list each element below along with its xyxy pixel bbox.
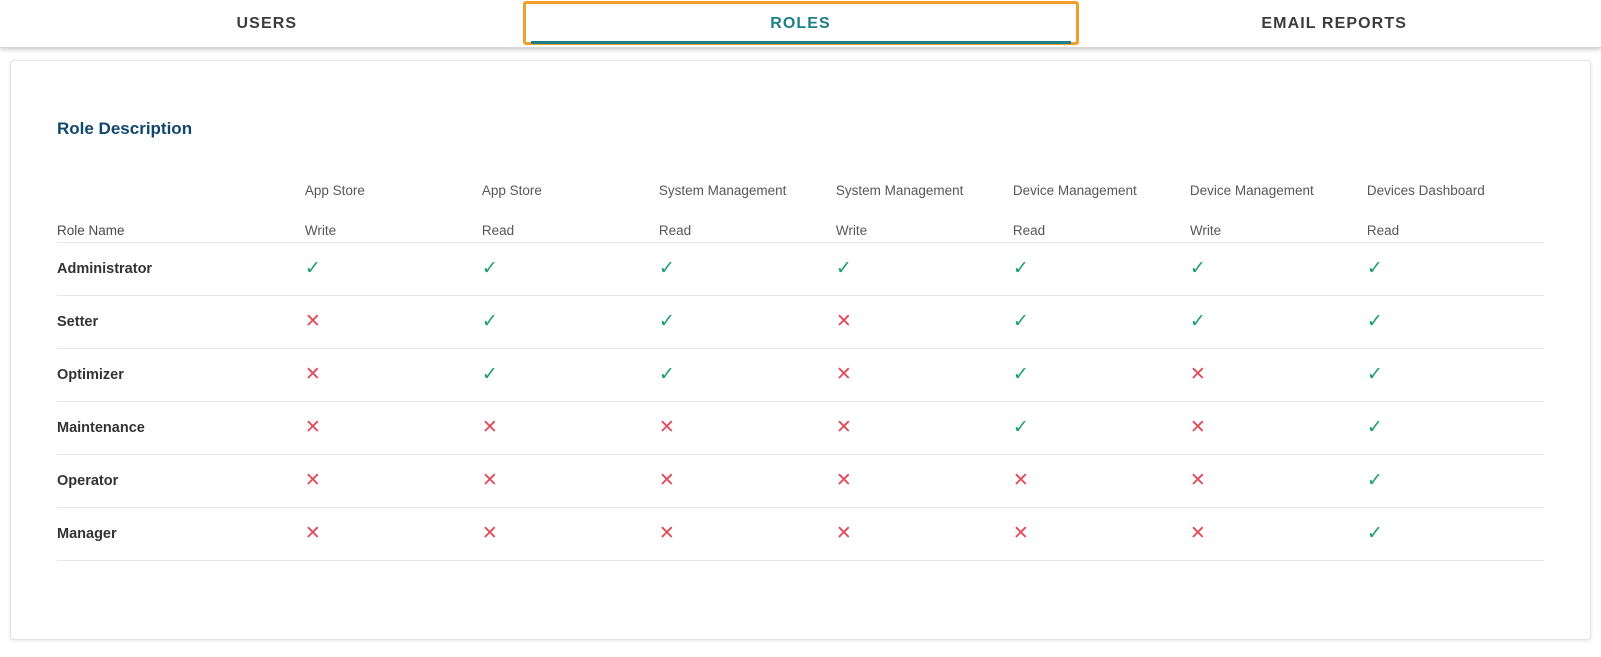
permission-cell — [482, 295, 659, 348]
check-icon: ✓ — [1366, 258, 1383, 280]
roles-table-body — [57, 242, 1544, 560]
cross-icon: ✕ — [835, 364, 852, 386]
role-description-card — [10, 60, 1591, 640]
permission-cell — [1013, 401, 1190, 454]
check-icon: ✓ — [1012, 417, 1029, 439]
column-header-access-3: Write — [835, 222, 868, 238]
permission-cell — [305, 454, 482, 507]
check-icon: ✓ — [481, 311, 498, 333]
permission-cell — [836, 454, 1013, 507]
permission-cell — [1367, 401, 1544, 454]
roles-table — [57, 181, 1544, 561]
cross-icon: ✕ — [658, 470, 675, 492]
cross-icon: ✕ — [1189, 470, 1206, 492]
cross-icon: ✕ — [304, 470, 321, 492]
column-header-access-0: Write — [304, 222, 337, 238]
role-name-cell: Operator — [57, 472, 119, 489]
table-row — [57, 295, 1544, 348]
permission-cell — [1367, 295, 1544, 348]
column-header-access-2: Read — [658, 222, 692, 238]
table-row — [57, 401, 1544, 454]
check-icon: ✓ — [481, 364, 498, 386]
check-icon: ✓ — [1189, 311, 1206, 333]
permission-cell — [305, 295, 482, 348]
permission-cell — [482, 401, 659, 454]
cross-icon: ✕ — [835, 523, 852, 545]
permission-cell — [836, 507, 1013, 560]
column-header-permission-2 — [659, 181, 836, 242]
permission-cell — [305, 401, 482, 454]
cross-icon: ✕ — [658, 523, 675, 545]
cross-icon: ✕ — [304, 523, 321, 545]
cross-icon: ✕ — [835, 417, 852, 439]
cross-icon: ✕ — [835, 470, 852, 492]
permission-cell — [482, 348, 659, 401]
cross-icon: ✕ — [304, 364, 321, 386]
column-header-access-6: Read — [1366, 222, 1400, 238]
permission-cell — [1013, 454, 1190, 507]
cross-icon: ✕ — [1189, 523, 1206, 545]
check-icon: ✓ — [1012, 311, 1029, 333]
cross-icon: ✕ — [1012, 523, 1029, 545]
column-header-group-5: Device Management — [1189, 183, 1314, 198]
tab-users-label: USERS — [236, 14, 298, 32]
role-name-cell: Manager — [57, 525, 117, 542]
cross-icon: ✕ — [1189, 417, 1206, 439]
permission-cell — [482, 454, 659, 507]
permission-cell — [659, 507, 836, 560]
cross-icon: ✕ — [835, 311, 852, 333]
column-header-group-3: System Management — [835, 183, 964, 198]
check-icon: ✓ — [1012, 364, 1029, 386]
permission-cell — [1367, 348, 1544, 401]
page-title: Role Description — [57, 119, 193, 138]
permission-cell — [305, 348, 482, 401]
column-header-role-name: Role Name — [57, 222, 125, 238]
permission-cell — [482, 242, 659, 295]
column-header-group-6: Devices Dashboard — [1366, 183, 1485, 198]
permission-cell — [305, 242, 482, 295]
permission-cell — [659, 242, 836, 295]
check-icon: ✓ — [1366, 417, 1383, 439]
check-icon: ✓ — [304, 258, 321, 280]
cross-icon: ✕ — [658, 417, 675, 439]
cross-icon: ✕ — [304, 311, 321, 333]
permission-cell — [1013, 242, 1190, 295]
permission-cell — [659, 295, 836, 348]
table-row — [57, 348, 1544, 401]
permission-cell — [1013, 295, 1190, 348]
permission-cell — [836, 242, 1013, 295]
check-icon: ✓ — [835, 258, 852, 280]
tab-bar — [0, 0, 1601, 48]
permission-cell — [836, 348, 1013, 401]
check-icon: ✓ — [658, 364, 675, 386]
permission-cell — [1190, 295, 1367, 348]
roles-table-container — [57, 181, 1544, 561]
check-icon: ✓ — [1366, 523, 1383, 545]
permission-cell — [1013, 348, 1190, 401]
check-icon: ✓ — [481, 258, 498, 280]
column-header-group-0: App Store — [304, 183, 365, 198]
column-header-group-1: App Store — [481, 183, 542, 198]
column-header-group-4: Device Management — [1012, 183, 1137, 198]
column-header-permission-4 — [1013, 181, 1190, 242]
check-icon: ✓ — [1366, 470, 1383, 492]
cross-icon: ✕ — [481, 470, 498, 492]
cross-icon: ✕ — [481, 417, 498, 439]
cross-icon: ✕ — [304, 417, 321, 439]
column-header-access-4: Read — [1012, 222, 1046, 238]
permission-cell — [1190, 242, 1367, 295]
tab-email-reports-label: EMAIL REPORTS — [1261, 14, 1407, 32]
permission-cell — [1190, 348, 1367, 401]
permission-cell — [1190, 454, 1367, 507]
column-header-permission-1 — [482, 181, 659, 242]
tab-roles-underline — [531, 41, 1071, 44]
column-header-permission-0 — [305, 181, 482, 242]
roles-table-head — [57, 181, 1544, 242]
permission-cell — [305, 507, 482, 560]
table-row — [57, 454, 1544, 507]
role-name-cell: Optimizer — [57, 366, 124, 383]
column-header-permission-5 — [1190, 181, 1367, 242]
column-header-permission-6 — [1367, 181, 1544, 242]
check-icon: ✓ — [1012, 258, 1029, 280]
role-name-cell: Setter — [57, 313, 99, 330]
column-header-access-5: Write — [1189, 222, 1222, 238]
permission-cell — [1190, 401, 1367, 454]
permission-cell — [1367, 454, 1544, 507]
permission-cell — [1367, 242, 1544, 295]
check-icon: ✓ — [1366, 364, 1383, 386]
table-row — [57, 507, 1544, 560]
table-row — [57, 242, 1544, 295]
check-icon: ✓ — [1189, 258, 1206, 280]
permission-cell — [1190, 507, 1367, 560]
check-icon: ✓ — [1366, 311, 1383, 333]
cross-icon: ✕ — [1189, 364, 1206, 386]
permission-cell — [659, 348, 836, 401]
cross-icon: ✕ — [481, 523, 498, 545]
permission-cell — [836, 295, 1013, 348]
tab-roles-label: ROLES — [770, 14, 831, 32]
check-icon: ✓ — [658, 311, 675, 333]
check-icon: ✓ — [658, 258, 675, 280]
permission-cell — [836, 401, 1013, 454]
role-name-cell: Maintenance — [57, 419, 145, 436]
roles-table-header-row — [57, 181, 1544, 242]
tab-email-reports[interactable] — [1067, 0, 1601, 47]
permission-cell — [482, 507, 659, 560]
cross-icon: ✕ — [1012, 470, 1029, 492]
role-name-cell: Administrator — [57, 260, 153, 277]
permission-cell — [1367, 507, 1544, 560]
permission-cell — [659, 454, 836, 507]
tab-roles[interactable] — [534, 0, 1068, 47]
column-header-permission-3 — [836, 181, 1013, 242]
tab-users[interactable] — [0, 0, 534, 47]
column-header-group-2: System Management — [658, 183, 787, 198]
column-header-access-1: Read — [481, 222, 515, 238]
permission-cell — [1013, 507, 1190, 560]
permission-cell — [659, 401, 836, 454]
